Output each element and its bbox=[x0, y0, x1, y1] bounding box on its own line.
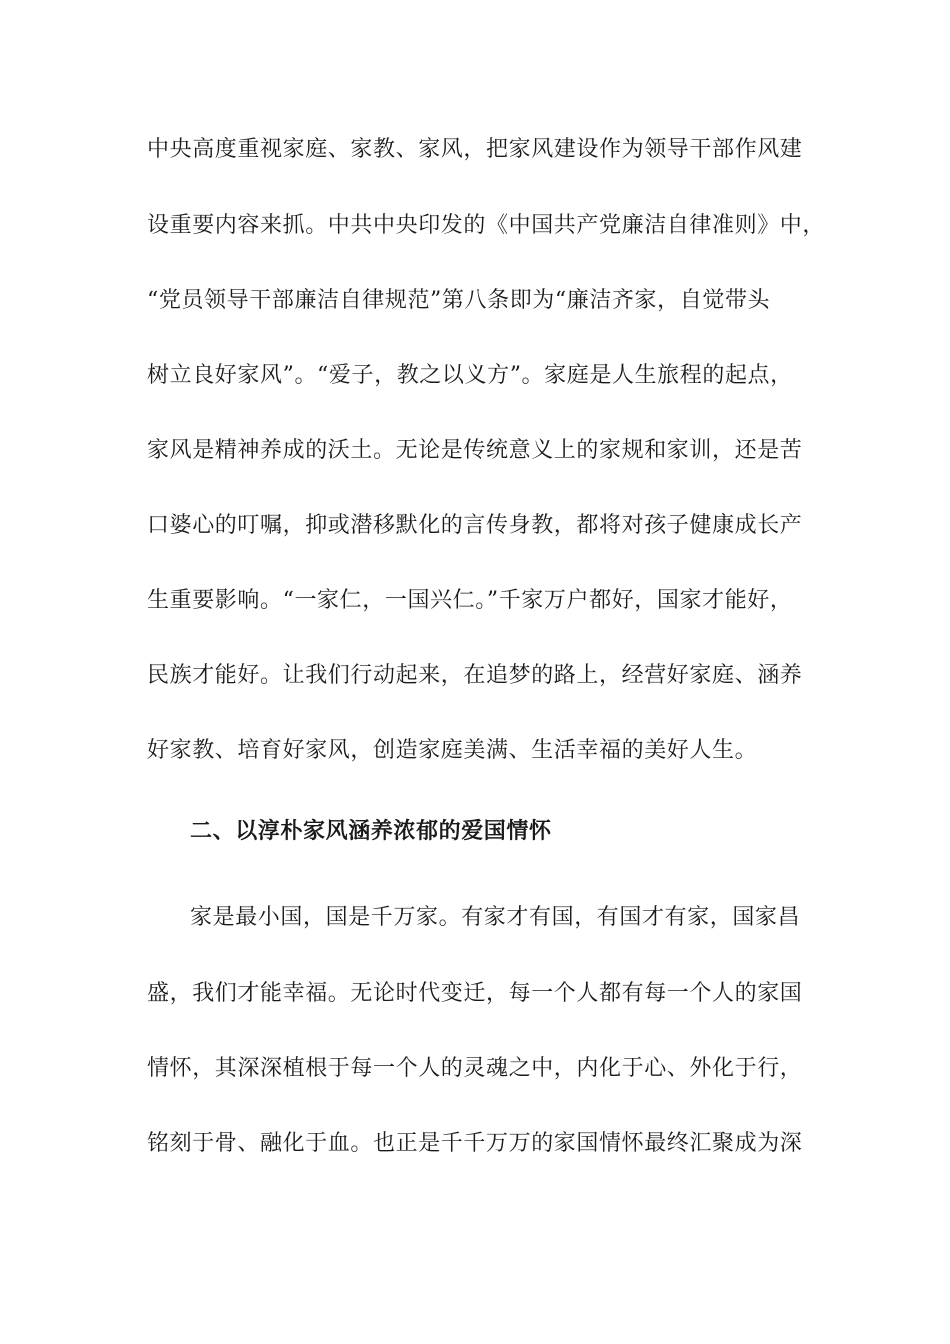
paragraph-2-line-2: 盛，我们才能幸福。无论时代变迁，每一个人都有每一个人的家国 bbox=[147, 981, 803, 1006]
section-heading: 二、以淳朴家风涵养浓郁的爱国情怀 bbox=[190, 819, 552, 844]
paragraph-1-line-8: 民族才能好。让我们行动起来，在追梦的路上，经营好家庭、涵养 bbox=[147, 663, 803, 688]
paragraph-2-line-3: 情怀，其深深植根于每一个人的灵魂之中，内化于心、外化于行， bbox=[147, 1056, 803, 1081]
paragraph-1-line-1: 中央高度重视家庭、家教、家风，把家风建设作为领导干部作风建 bbox=[147, 137, 803, 162]
paragraph-1-line-3: “党员领导干部廉洁自律规范”第八条即为“廉洁齐家，自觉带头 bbox=[147, 288, 771, 313]
paragraph-1-line-7: 生重要影响。“一家仁，一国兴仁。”千家万户都好，国家才能好， bbox=[147, 588, 793, 613]
paragraph-1-line-5: 家风是精神养成的沃土。无论是传统意义上的家规和家训，还是苦 bbox=[147, 438, 803, 463]
paragraph-1-line-4: 树立良好家风”。“爱子，教之以义方”。家庭是人生旅程的起点， bbox=[147, 363, 793, 388]
paragraph-2-line-1: 家是最小国，国是千万家。有家才有国，有国才有家，国家昌 bbox=[190, 905, 801, 930]
paragraph-2-line-4: 铭刻于骨、融化于血。也正是千千万万的家国情怀最终汇聚成为深 bbox=[147, 1131, 803, 1156]
paragraph-1-line-9: 好家教、培育好家风，创造家庭美满、生活幸福的美好人生。 bbox=[147, 738, 758, 763]
paragraph-1-line-6: 口婆心的叮嘱，抑或潜移默化的言传身教，都将对孩子健康成长产 bbox=[147, 513, 803, 538]
paragraph-1-line-2: 设重要内容来抓。中共中央印发的《中国共产党廉洁自律准则》中， bbox=[147, 213, 826, 238]
